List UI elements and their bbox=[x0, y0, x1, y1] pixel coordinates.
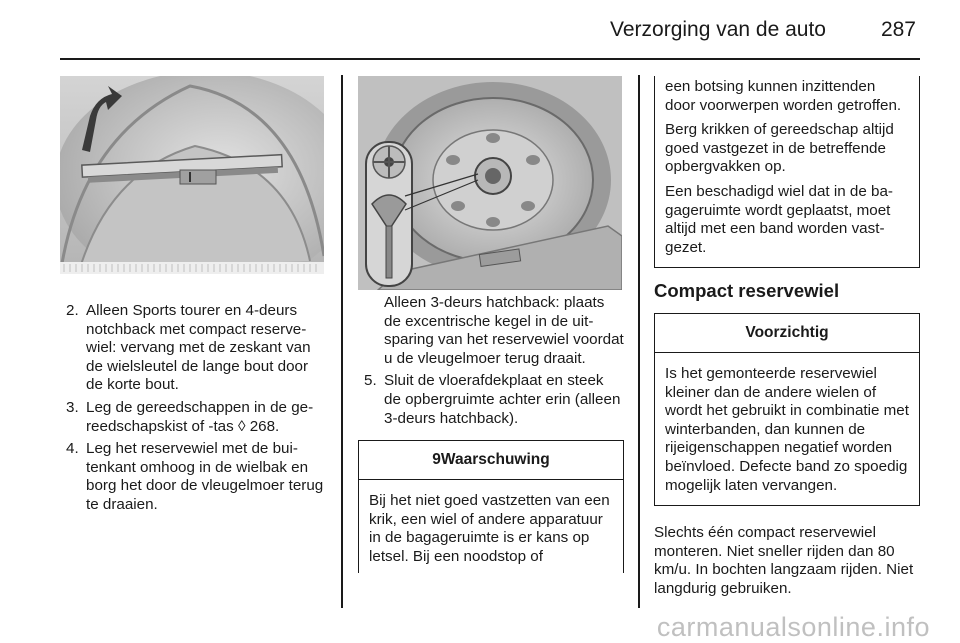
list-item-number: 3. bbox=[66, 398, 79, 416]
page-reference-icon: ◊ bbox=[237, 417, 246, 435]
body-paragraph: Slechts één compact reservewiel monteren. Niet sneller rijden dan 80 km/u. In bochten langzaam rijden. Niet langdurig gebruiken. bbox=[654, 524, 914, 597]
warning-box-continued-body bbox=[655, 76, 919, 267]
warning-paragraph: Een beschadigd wiel dat in de bagageruimte wordt geplaatst, moet altijd met een band worden vastgezet. bbox=[665, 182, 893, 256]
warning-box-body: Bij het niet goed vastzetten van een krik, een wiel of andere apparatuur in de bagageruimte is er kans op letsel. Bij een noodstop of bbox=[369, 492, 610, 565]
list-item-text: Leg de gereedschappen in de gereedschapskist of -tas bbox=[86, 398, 314, 435]
list-item bbox=[60, 302, 326, 395]
watermark: carmanualsonline.info bbox=[656, 612, 930, 642]
caution-box bbox=[654, 313, 920, 506]
page-number: 287 bbox=[880, 18, 916, 41]
header-rule bbox=[60, 58, 920, 60]
page-reference-link[interactable]: 268. bbox=[245, 417, 280, 435]
warning-box-header bbox=[359, 441, 623, 480]
warning-paragraph: Berg krikken of gereedschap altijd goed vastgezet in de betreffende opbergvakken op. bbox=[665, 121, 894, 176]
intro-paragraph: Alleen 3-deurs hatchback: plaats de excentrische kegel in de uitsparing van het reservewiel voordat u de vleugelmoer terug draait. bbox=[384, 294, 624, 367]
warning-box-title: Waarschuwing bbox=[440, 451, 550, 469]
warning-box bbox=[358, 440, 624, 572]
warning-icon: 9 bbox=[432, 451, 441, 469]
caution-box-body: Is het gemonteerde reservewiel kleiner dan de andere wielen of wordt het gebruikt in combinatie met winterbanden, dan kunnen de rijeigenschappen negatief worden beïnvloed. Defecte band zo spoedig mogelijk laten vervangen. bbox=[665, 364, 909, 494]
section-title: Compact reservewiel bbox=[654, 280, 840, 302]
list-item bbox=[358, 372, 624, 428]
spare-wheel-wingnut-figure bbox=[358, 76, 622, 290]
column-2 bbox=[358, 76, 624, 573]
column-divider-1 bbox=[341, 75, 343, 608]
column-3 bbox=[654, 76, 920, 598]
list-item bbox=[60, 399, 326, 436]
list-item-text: Leg het reservewiel met de buitenkant omhoog in de wielbak en borg het door de vleugelmoer terug te draaien. bbox=[86, 440, 324, 513]
page-header-title: Verzorging van de auto bbox=[610, 18, 826, 41]
warning-paragraph: een botsing kunnen inzittenden door voorwerpen worden getroffen. bbox=[665, 78, 902, 114]
list-item-text: Alleen Sports tourer en 4-deurs notchback met compact reservewiel: vervang met de zeskant van de wielsleutel de lange bout door de korte bout. bbox=[86, 302, 311, 394]
list-item-text: Sluit de vloerafdekplaat en steek de opbergruimte achter erin (alleen 3-deurs hatchback). bbox=[384, 372, 621, 427]
list-item-number: 5. bbox=[364, 372, 377, 390]
column-1 bbox=[60, 76, 326, 519]
caution-box-title: Voorzichtig bbox=[655, 314, 919, 353]
spare-wheel-tray-figure bbox=[60, 76, 324, 274]
list-item bbox=[60, 440, 326, 514]
column-divider-2 bbox=[638, 75, 640, 608]
list-item-number: 2. bbox=[66, 302, 79, 319]
warning-box-continued bbox=[654, 76, 920, 268]
list-item-number: 4. bbox=[66, 440, 79, 458]
